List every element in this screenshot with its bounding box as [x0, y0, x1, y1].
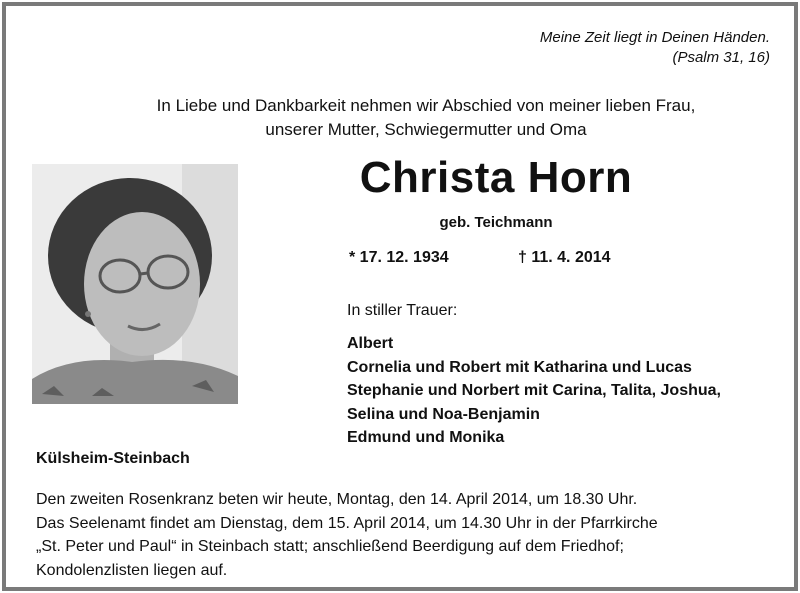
motto-line-2: (Psalm 31, 16): [672, 49, 770, 66]
mourner-line: Selina und Noa-Benjamin: [347, 405, 540, 423]
mourning-label: In stiller Trauer:: [347, 302, 458, 319]
mourner-line: Edmund und Monika: [347, 429, 505, 446]
location: Külsheim-Steinbach: [36, 450, 190, 467]
mourner-line: Stephanie und Norbert mit Carina, Talita, Joshua,: [347, 382, 721, 399]
service-notice: [36, 488, 776, 582]
notice-line: Kondolenzlisten liegen auf.: [36, 561, 228, 579]
maiden-name: geb. Teichmann: [439, 214, 553, 231]
mourner-line: Cornelia und Robert mit Katharina und Lucas: [347, 358, 692, 376]
deceased-name: Christa Horn: [359, 153, 633, 202]
death-date: † 11. 4. 2014: [518, 249, 611, 266]
mourners-list: [347, 332, 721, 450]
motto-line-1: Meine Zeit liegt in Deinen Händen.: [539, 29, 770, 46]
notice-line: Das Seelenamt findet am Dienstag, dem 15. April 2014, um 14.30 Uhr in der Pfarrkirche: [36, 514, 658, 532]
notice-line: Den zweiten Rosenkranz beten wir heute, Montag, den 14. April 2014, um 18.30 Uhr.: [36, 491, 638, 508]
obituary-notice: [2, 2, 798, 591]
birth-date: * 17. 12. 1934: [349, 249, 449, 266]
intro-line-1: In Liebe und Dankbarkeit nehmen wir Abschied von meiner lieben Frau,: [156, 96, 696, 115]
intro-text: [126, 94, 726, 142]
motto: [540, 28, 770, 68]
notice-line: „St. Peter und Paul“ in Steinbach statt; anschließend Beerdigung auf dem Friedhof;: [36, 538, 624, 555]
intro-line-2: unserer Mutter, Schwiegermutter und Oma: [265, 120, 587, 139]
portrait-image: [32, 164, 238, 404]
portrait-photo: [32, 164, 238, 404]
mourner-line: Albert: [347, 335, 394, 352]
